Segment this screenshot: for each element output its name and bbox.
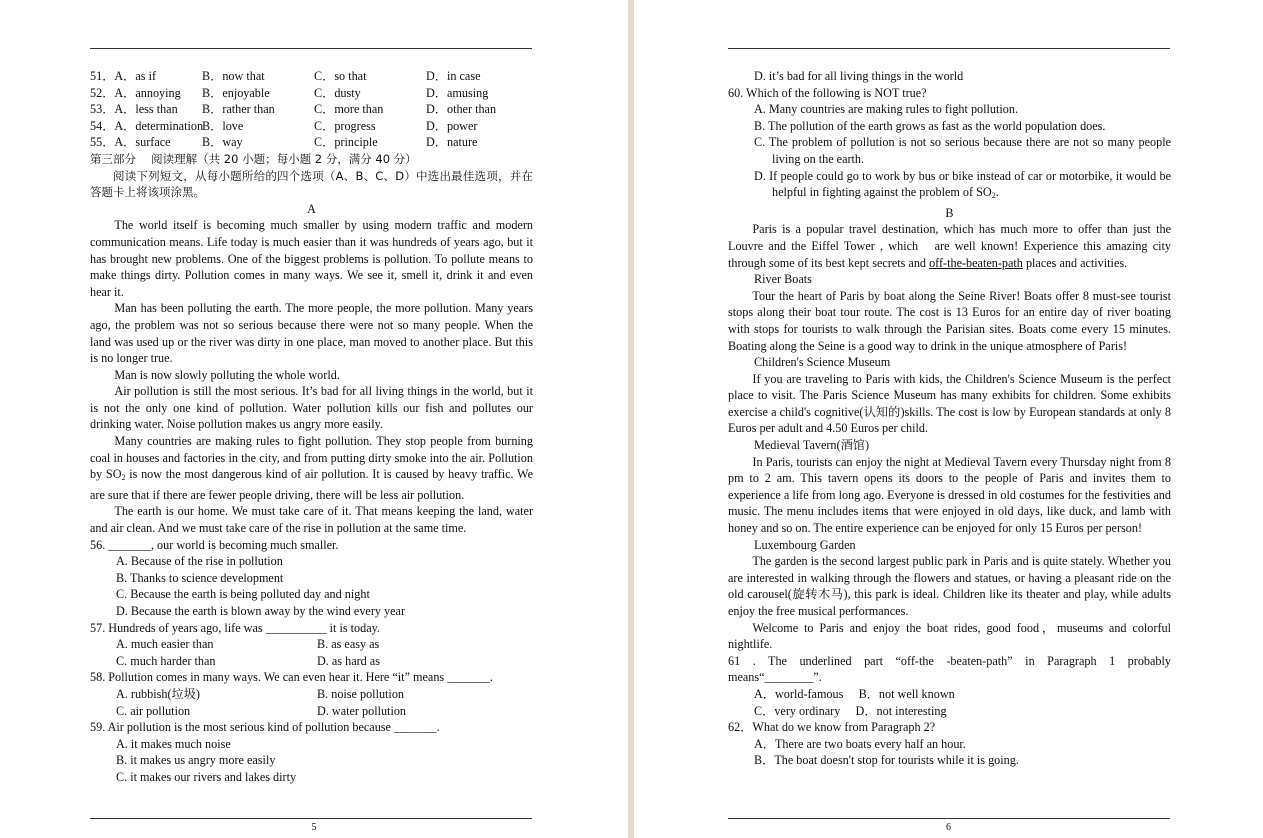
right-page xyxy=(634,0,1263,838)
option-b: B．way xyxy=(202,135,243,150)
question-option: C. air pollution xyxy=(116,703,191,718)
question-options-row: C．very ordinary D．not interesting xyxy=(754,703,947,718)
question-option: A. Because of the rise in pollution xyxy=(116,554,283,569)
page-number: 6 xyxy=(946,822,951,833)
left-page-content xyxy=(90,68,533,786)
footer-rule xyxy=(728,818,1170,819)
cloze-row-52 xyxy=(90,85,533,102)
question-options-row xyxy=(90,703,533,720)
question-option: C. much harder than xyxy=(116,653,216,668)
question-option: C. The problem of pollution is not so serious because there are not so many people living on the earth. xyxy=(754,135,1171,166)
section-subheading: Children's Science Museum xyxy=(754,355,891,370)
question-option: B．The boat doesn't stop for tourists while it is going. xyxy=(754,753,1019,768)
question-option: D. it’s bad for all living things in the world xyxy=(754,69,964,83)
question-58-stem: 58. Pollution comes in many ways. We can even hear it. Here “it” means _______. xyxy=(90,670,493,685)
option-c: C．dusty xyxy=(314,85,361,100)
question-option: B. as easy as xyxy=(317,637,380,652)
question-option: D. If people could go to work by bus or bike instead of car or motorbike, it would be helpful in fighting against the problem of $SO_2$. xyxy=(754,168,1171,201)
passage-paragraph: Man is now slowly polluting the whole world. xyxy=(114,367,340,382)
option-a: 54．A．determination xyxy=(90,118,204,133)
option-d: D．amusing xyxy=(426,85,489,100)
question-options-row xyxy=(90,653,533,670)
option-b: B．now that xyxy=(202,69,265,83)
question-option: B. it makes us angry more easily xyxy=(116,753,276,768)
question-option: B. Thanks to science development xyxy=(116,570,284,585)
question-option: B. noise pollution xyxy=(317,686,405,701)
cloze-row-51 xyxy=(90,68,533,85)
cloze-row-55 xyxy=(90,134,533,151)
question-60-stem: 60. Which of the following is NOT true? xyxy=(728,85,927,100)
passage-paragraph: If you are traveling to Paris with kids, the Children's Science Museum is the perfect place to visit. The Paris Science Museum has many exhibits for children. Some exhibits exercise a child's cognitive(认知的)skills. The cost is low by European standards at only 8 Euros per adult and 4.50 Euros per child. xyxy=(728,371,1171,436)
question-option: A. Many countries are making rules to fight pollution. xyxy=(754,102,1019,117)
passage-paragraph: In Paris, tourists can enjoy the night at Medieval Tavern every Thursday night from 8 pm to 2 am. This tavern opens its doors to the people of Paris and invites them to experience a life from long ago. Everyone is dressed in old costumes for the festivities and music. The menu includes items that were enjoyed in old days, like duck, and lamb with honey and so on. The entire experience can be enjoyed for only 15 Euros per person! xyxy=(728,454,1171,536)
question-option: A. rubbish(垃圾) xyxy=(116,686,200,701)
passage-label: B xyxy=(945,205,954,220)
question-option: D. Because the earth is blown away by the wind every year xyxy=(116,604,406,618)
option-b: B．rather than xyxy=(202,102,275,117)
header-rule xyxy=(728,48,1170,49)
question-option: C. it makes our rivers and lakes dirty xyxy=(116,769,297,784)
passage-paragraph: Man has been polluting the earth. The more people, the more pollution. Many years ago, the problem was not so serious because there were not so many people. When the land was used up or the river was dirty in one place, man moved to another place. But this is no longer true. xyxy=(90,301,533,366)
question-option: B. The pollution of the earth grows as fast as the world population does. xyxy=(754,118,1106,133)
question-option: A. it makes much noise xyxy=(116,736,231,751)
option-c: C．principle xyxy=(314,135,378,150)
question-options-row: A．world-famous B．not well known xyxy=(754,686,955,701)
option-c: C．progress xyxy=(314,118,376,133)
question-options-row xyxy=(90,686,533,703)
option-a: 55．A．surface xyxy=(90,135,171,150)
section-subheading: River Boats xyxy=(754,272,812,287)
page-number: 5 xyxy=(311,822,317,833)
option-b: B．enjoyable xyxy=(202,85,270,100)
passage-paragraph: The garden is the second largest public park in Paris and is quite stately. Whether you are interested in walking through the flowers and statues, or having a pleasant ride on the old carousel(旋转木马), this park is ideal. Children like its theater and play, while adults enjoy the free musical performances. xyxy=(728,554,1171,618)
option-a: 51．A．as if xyxy=(90,69,157,83)
question-option: A．There are two boats every half an hour. xyxy=(754,736,966,751)
passage-paragraph: Paris is a popular travel destination, which has much more to offer than just the Louvre and the Eiffel Tower , which are well known! Experience this amazing city through some of its best kept secrets and off-the-beaten-path places and activities. xyxy=(728,222,1171,270)
passage-paragraph: Many countries are making rules to fight pollution. They stop people from burning coal in houses and factories in the city, and from putting dirty smoke into the air. Pollution by $SO_2$ is now the most dangerous kind of air pollution. It is caused by heavy traffic. We are sure that if there are fewer people driving, there will be less air pollution. xyxy=(90,434,533,502)
section-subheading: Luxembourg Garden xyxy=(754,537,856,552)
header-rule xyxy=(90,48,532,49)
passage-label: A xyxy=(307,201,316,216)
cloze-row-53 xyxy=(90,101,533,118)
option-a: 53．A．less than xyxy=(90,102,178,117)
instructions: 阅读下列短文，从每小题所给的四个选项（A、B、C、D）中选出最佳选项，并在答题卡上将该项涂黑。 xyxy=(90,168,533,200)
section-subheading: Medieval Tavern(酒馆) xyxy=(754,438,870,453)
option-c: C．so that xyxy=(314,69,367,83)
footer-rule xyxy=(90,818,532,819)
option-d: D．power xyxy=(426,118,478,133)
question-59-stem: 59. Air pollution is the most serious kind of pollution because _______. xyxy=(90,720,440,735)
underlined-phrase: off-the-beaten-path xyxy=(929,255,1023,270)
question-option: C. Because the earth is being polluted day and night xyxy=(116,587,370,602)
right-page-content xyxy=(728,68,1171,769)
left-page xyxy=(0,0,628,838)
option-a: 52．A．annoying xyxy=(90,85,181,100)
passage-paragraph: Welcome to Paris and enjoy the boat rides, good food，museums and colorful nightlife. xyxy=(728,620,1171,652)
passage-paragraph: The earth is our home. We must take care of it. That means keeping the land, water and air clean. And we must take care of the rise in pollution at the same time. xyxy=(90,504,533,536)
question-options-row xyxy=(90,636,533,653)
question-option: D. as hard as xyxy=(317,653,380,668)
section-heading: 第三部分 阅读理解（共 20 小题；每小题 2 分，满分 40 分） xyxy=(90,151,417,166)
option-d: D．in case xyxy=(426,69,481,83)
option-b: B．love xyxy=(202,118,244,133)
passage-paragraph: The world itself is becoming much smaller by using modern traffic and modern communication means. Life today is much easier than it was hundreds of years ago, but it has brought new problems. One of the biggest problems is pollution. To pollute means to make things dirty. Pollution comes in many ways. We see it, smell it, drink it and even hear it. xyxy=(90,218,533,299)
question-62-stem: 62．What do we know from Paragraph 2? xyxy=(728,720,936,735)
question-option: D. water pollution xyxy=(317,703,407,718)
cloze-row-54 xyxy=(90,118,533,135)
question-option: A. much easier than xyxy=(116,637,214,652)
option-d: D．nature xyxy=(426,135,478,150)
question-61-stem: 61 . The underlined part “off-the -beaten-path” in Paragraph 1 probably means“________”. xyxy=(728,653,1171,685)
passage-paragraph: Air pollution is still the most serious. It’s bad for all living things in the world, but it is not the only one kind of pollution. Water pollution kills our fish and pollutes our drinking water. Noise pollution makes us angry more easily. xyxy=(90,384,533,432)
question-57-stem: 57. Hundreds of years ago, life was __________ it is today. xyxy=(90,620,380,635)
question-56-stem: 56. _______, our world is becoming much smaller. xyxy=(90,537,339,552)
passage-paragraph: Tour the heart of Paris by boat along the Seine River! Boats offer 8 must-see tourist stops along their boat tour route. The cost is 13 Euros for an entire day of river boating with stops for tourists to walk through the Parisian sites. Boats come every 15 minutes. Boating along the Seine is a good way to drink in the unique atmosphere of Paris! xyxy=(728,288,1171,353)
option-d: D．other than xyxy=(426,102,497,117)
option-c: C．more than xyxy=(314,102,384,117)
